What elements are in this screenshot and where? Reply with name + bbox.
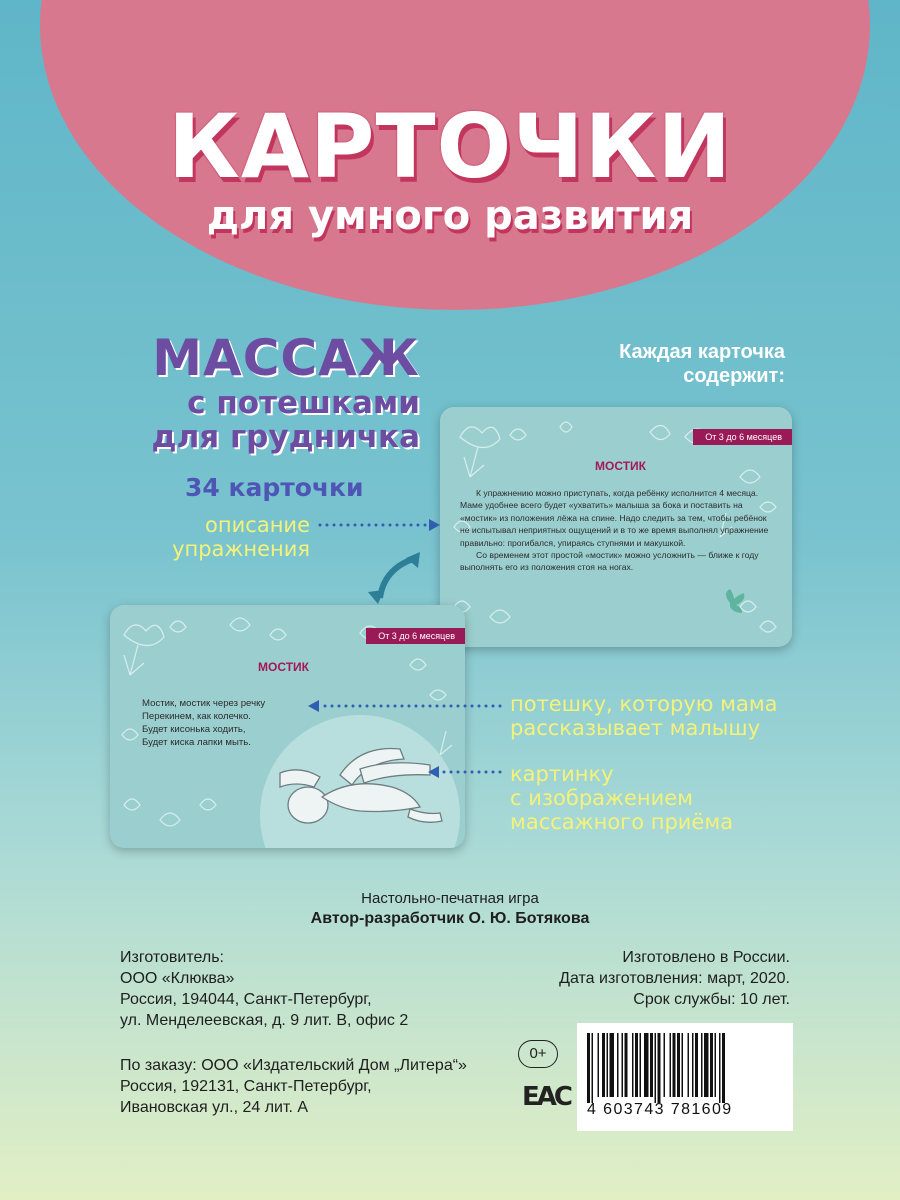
order-line: Россия, 192131, Санкт-Петербург, [120,1078,372,1095]
age-rating-badge: 0+ [518,1040,558,1068]
barcode-bar [625,1033,628,1097]
rhyme-line: Мостик, мостик через речку [142,698,266,709]
order-block [120,1055,467,1118]
author: Автор-разработчик О. Ю. Ботякова [310,910,590,927]
card-back-paragraph: Со временем этот простой «мостик» можно усложнить — ближе к году выполнять его из положения стоя на ногах. [460,550,759,573]
barcode-bar [710,1033,713,1097]
eac-mark-icon: EAC [522,1082,570,1112]
manufacturer-line: Россия, 194044, Санкт-Петербург, [120,991,372,1008]
manufacturer-line: Изготовитель: [120,949,224,966]
barcode-bar [587,1033,590,1103]
barcode-bar [719,1033,721,1103]
barcode-bar [635,1033,638,1097]
rhyme-line: Будет киска лапки мыть. [142,737,251,748]
barcode-bar [644,1033,649,1097]
massage-illustration [260,725,460,845]
feature-rhyme-line2: рассказывает малышу [510,716,761,740]
barcode-bar [602,1033,605,1097]
card-front-age-tag: От 3 до 6 месяцев [366,628,465,644]
barcode-bar [592,1033,594,1103]
barcode-bar [673,1033,676,1097]
barcode-bar [704,1033,709,1097]
feature-rhyme-line1: потешку, которую мама [510,692,778,716]
main-title: КАРТОЧКИ [167,95,733,198]
card-back-description [460,487,772,574]
feature-picture-line2: с изображением [510,786,694,810]
feature-picture-line1: картинку [510,762,614,786]
features-heading-line1: Каждая карточка [619,341,785,363]
barcode-bar [655,1033,657,1103]
game-type: Настольно-печатная игра [361,890,539,907]
production-line: Дата изготовления: март, 2020. [559,970,790,987]
card-front-preview [110,605,465,848]
feature-picture-line3: массажного приёма [510,810,734,834]
feature-picture [510,762,800,834]
order-line: По заказу: ООО «Издательский Дом „Литера“» [120,1057,467,1074]
feature-rhyme [510,692,800,740]
feature-description-line1: описание [205,513,310,537]
rhyme-line: Перекинем, как колечко. [142,711,251,722]
barcode-bar [670,1033,672,1097]
product-title-line2: с потешками [187,385,420,421]
feature-description-line2: упражнения [172,537,310,561]
production-info [559,947,790,1010]
features-heading-line2: содержит: [683,365,785,387]
barcode-bar [632,1033,634,1097]
production-line: Срок службы: 10 лет. [633,991,790,1008]
production-line: Изготовлено в России. [622,949,790,966]
barcode-bar [692,1033,694,1097]
barcode-bar [617,1033,619,1097]
barcode-bars [585,1033,785,1103]
barcode-bar [701,1033,703,1097]
barcode-bar [622,1033,624,1097]
barcode-bar [664,1033,666,1097]
barcode-bar [715,1033,717,1097]
manufacturer-line: ул. Менделеевская, д. 9 лит. В, офис 2 [120,1012,409,1029]
card-back-paragraph: К упражнению можно приступать, когда ребёнку исполнится 4 месяца. Маме удобнее всего будет «ухватить» малыша за бока и поставить на «мостик» из положения лёжа на спине. Надо следить за тем, чтобы ребёнок не испытывал неприятных ощущений и в то же время выполнял упражнение правильно: прогибался, упираясь ступнями и макушкой. [460,488,769,548]
barcode-bar [722,1033,725,1103]
card-back-age-tag: От 3 до 6 месяцев [693,429,792,445]
barcode-bar [695,1033,698,1097]
rhyme-line: Будет кисонька ходить, [142,724,246,735]
manufacturer-line: ООО «Клюква» [120,970,235,987]
product-title-line3: для грудничка [151,419,420,455]
manufacturer-block [120,947,408,1031]
barcode-bar [640,1033,642,1097]
product-title-line1: МАССАЖ [152,329,420,387]
barcode [577,1023,793,1131]
order-line: Ивановская ул., 24 лит. А [120,1099,309,1116]
barcode-bar [658,1033,661,1103]
barcode-bar [598,1033,600,1097]
card-back-preview [440,407,792,647]
feature-description [150,513,310,561]
barcode-bar [650,1033,653,1097]
card-front-title: МОСТИК [258,660,309,674]
barcode-bar [688,1033,690,1097]
features-heading [540,340,785,388]
barcode-bar [607,1033,609,1097]
barcode-bar [682,1033,684,1097]
barcode-number: 4 603743 781609 [587,1101,733,1118]
barcode-bar [677,1033,680,1097]
product-title [130,330,420,454]
card-back-title: МОСТИК [595,459,646,473]
main-subtitle: для умного развития [206,193,694,239]
card-count: 34 карточки [185,473,364,502]
barcode-bar [610,1033,615,1097]
